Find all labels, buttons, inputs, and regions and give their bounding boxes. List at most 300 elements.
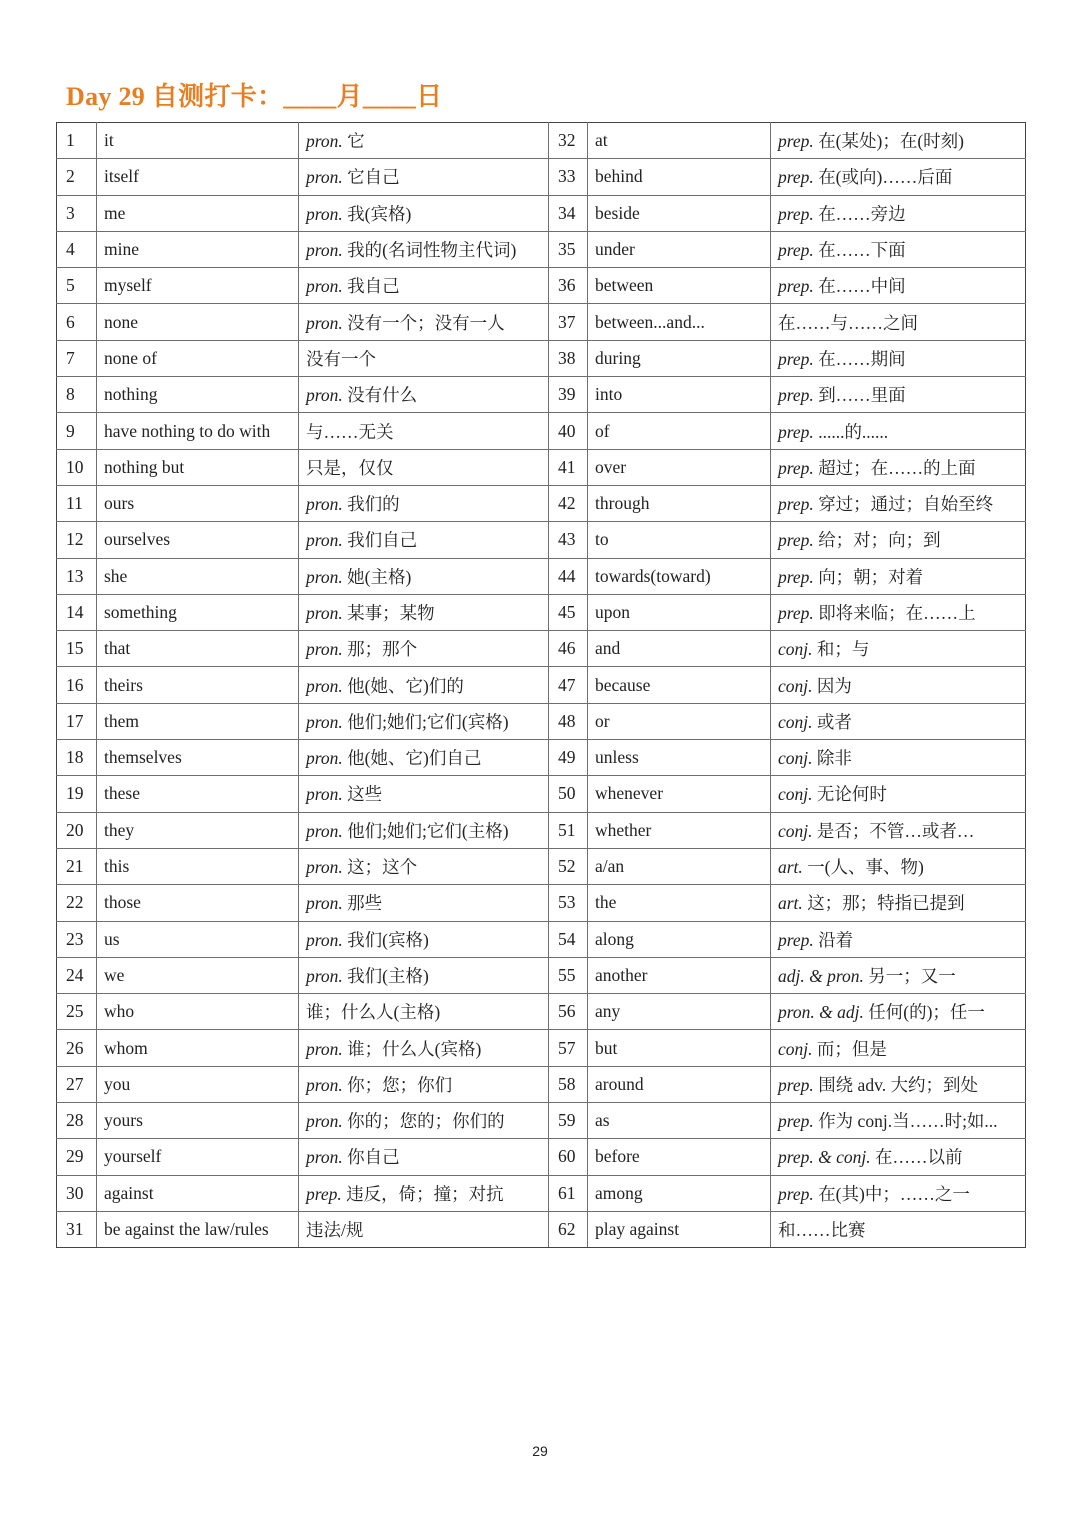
entry-word: along — [588, 921, 771, 957]
part-of-speech: conj. — [778, 820, 813, 841]
chinese-meaning: 我自己 — [347, 276, 400, 297]
chinese-meaning: 你；您；你们 — [347, 1074, 453, 1095]
entry-word: through — [588, 485, 771, 521]
part-of-speech: prep. — [778, 603, 814, 623]
table-row — [57, 994, 1026, 1030]
entry-definition — [771, 667, 1026, 703]
entry-number: 25 — [57, 994, 97, 1030]
entry-word: none of — [97, 340, 299, 376]
part-of-speech: pron. — [306, 1147, 343, 1168]
chinese-meaning: 她(主格) — [347, 566, 412, 587]
chinese-meaning: 给；对；向；到 — [818, 530, 941, 551]
part-of-speech: conj. — [778, 784, 813, 805]
entry-word: but — [588, 1030, 771, 1066]
entry-number: 33 — [549, 159, 588, 195]
chinese-meaning: 他(她、它)们的 — [347, 675, 464, 696]
part-of-speech: pron. — [306, 240, 343, 261]
table-row — [57, 1103, 1026, 1139]
chinese-meaning: 没有什么 — [347, 385, 418, 406]
chinese-meaning: 在(或向)……后面 — [818, 167, 953, 188]
chinese-meaning: 在(其)中；……之一 — [818, 1183, 970, 1204]
entry-number: 10 — [57, 449, 97, 485]
chinese-meaning: 我们(宾格) — [347, 929, 429, 950]
entry-definition — [771, 304, 1026, 340]
part-of-speech: pron. — [306, 1038, 343, 1059]
entry-definition — [771, 1175, 1026, 1211]
part-of-speech: pron. — [306, 566, 343, 587]
chinese-meaning: 和……比赛 — [778, 1220, 866, 1241]
entry-definition — [771, 594, 1026, 630]
entry-definition — [299, 377, 549, 413]
part-of-speech: prep. & conj. — [778, 1147, 871, 1168]
entry-definition — [299, 703, 549, 739]
part-of-speech: prep. — [778, 530, 814, 551]
table-row — [57, 776, 1026, 812]
entry-definition — [299, 885, 549, 921]
chinese-meaning: 你的；您的；你们的 — [347, 1111, 505, 1132]
entry-definition — [299, 1030, 549, 1066]
chinese-meaning: 在……以前 — [875, 1147, 963, 1168]
part-of-speech: pron. — [306, 1111, 343, 1132]
chinese-meaning: 除非 — [816, 748, 852, 769]
entry-word: before — [588, 1139, 771, 1175]
part-of-speech: pron. — [306, 203, 343, 224]
table-row — [57, 848, 1026, 884]
entry-definition — [299, 268, 549, 304]
entry-word: themselves — [97, 740, 299, 776]
entry-word: over — [588, 449, 771, 485]
entry-word: around — [588, 1066, 771, 1102]
vocabulary-table — [56, 122, 1026, 1248]
entry-definition — [299, 1103, 549, 1139]
table-row — [57, 558, 1026, 594]
chinese-meaning: 违反，倚；撞；对抗 — [346, 1183, 504, 1204]
entry-definition — [299, 522, 549, 558]
entry-number: 53 — [549, 885, 588, 921]
entry-word: yours — [97, 1103, 299, 1139]
table-row — [57, 667, 1026, 703]
chinese-meaning: 而；但是 — [816, 1038, 887, 1059]
entry-word: this — [97, 848, 299, 884]
entry-word: under — [588, 231, 771, 267]
entry-word: upon — [588, 594, 771, 630]
entry-number: 59 — [549, 1103, 588, 1139]
chinese-meaning: 没有一个 — [306, 348, 376, 369]
entry-word: to — [588, 522, 771, 558]
table-row — [57, 304, 1026, 340]
entry-word: none — [97, 304, 299, 340]
entry-word: you — [97, 1066, 299, 1102]
chinese-meaning: 因为 — [816, 675, 852, 696]
entry-word: ours — [97, 485, 299, 521]
part-of-speech: pron. — [306, 857, 343, 878]
entry-number: 54 — [549, 921, 588, 957]
part-of-speech: pron. — [306, 675, 343, 696]
entry-word: towards(toward) — [588, 558, 771, 594]
chinese-meaning: 它 — [347, 131, 365, 152]
chinese-meaning: 超过；在……的上面 — [818, 457, 976, 478]
table-row — [57, 1066, 1026, 1102]
entry-word: another — [588, 957, 771, 993]
entry-number: 37 — [549, 304, 588, 340]
entry-number: 29 — [57, 1139, 97, 1175]
entry-word: among — [588, 1175, 771, 1211]
chinese-meaning: 某事；某物 — [347, 603, 435, 623]
table-row — [57, 340, 1026, 376]
entry-word: they — [97, 812, 299, 848]
chinese-meaning: 我们(主格) — [347, 965, 429, 986]
chinese-meaning: 在……与……之间 — [778, 312, 918, 333]
part-of-speech: prep. — [778, 1183, 814, 1204]
part-of-speech: pron. — [306, 276, 343, 297]
chinese-meaning: 无论何时 — [816, 784, 887, 805]
entry-word: as — [588, 1103, 771, 1139]
chinese-meaning: 即将来临；在……上 — [818, 603, 976, 623]
part-of-speech: conj. — [778, 711, 813, 732]
entry-number: 34 — [549, 195, 588, 231]
entry-number: 47 — [549, 667, 588, 703]
entry-definition — [771, 377, 1026, 413]
entry-word: she — [97, 558, 299, 594]
entry-number: 44 — [549, 558, 588, 594]
entry-definition — [771, 522, 1026, 558]
entry-definition — [299, 812, 549, 848]
part-of-speech: prep. — [778, 240, 814, 261]
part-of-speech: prep. — [778, 131, 814, 152]
entry-number: 40 — [549, 413, 588, 449]
entry-number: 18 — [57, 740, 97, 776]
entry-definition — [771, 1211, 1026, 1247]
entry-word: between...and... — [588, 304, 771, 340]
entry-word: any — [588, 994, 771, 1030]
entry-definition — [299, 740, 549, 776]
chinese-meaning: 和；与 — [816, 639, 870, 660]
part-of-speech: prep. — [778, 929, 814, 950]
entry-word: we — [97, 957, 299, 993]
entry-word: who — [97, 994, 299, 1030]
table-row — [57, 195, 1026, 231]
entry-definition — [771, 123, 1026, 159]
entry-word: itself — [97, 159, 299, 195]
entry-word: at — [588, 123, 771, 159]
entry-number: 58 — [549, 1066, 588, 1102]
entry-definition — [299, 1211, 549, 1247]
entry-definition — [771, 558, 1026, 594]
entry-word: play against — [588, 1211, 771, 1247]
chinese-meaning: 在……下面 — [818, 240, 906, 261]
entry-definition — [771, 195, 1026, 231]
chinese-meaning: 那；那个 — [347, 639, 418, 660]
part-of-speech: prep. — [778, 494, 814, 515]
entry-definition — [299, 195, 549, 231]
chinese-meaning: 在(某处)；在(时刻) — [818, 131, 964, 152]
table-row — [57, 631, 1026, 667]
entry-word: myself — [97, 268, 299, 304]
entry-definition — [299, 594, 549, 630]
entry-word: nothing — [97, 377, 299, 413]
part-of-speech: pron. — [306, 820, 343, 841]
chinese-meaning: 与……无关 — [306, 421, 394, 442]
entry-definition — [299, 957, 549, 993]
chinese-meaning: 我(宾格) — [347, 203, 412, 224]
chinese-meaning: 这；这个 — [347, 857, 418, 878]
chinese-meaning: 到……里面 — [818, 385, 906, 406]
entry-definition — [299, 159, 549, 195]
entry-word: a/an — [588, 848, 771, 884]
entry-number: 28 — [57, 1103, 97, 1139]
entry-number: 30 — [57, 1175, 97, 1211]
part-of-speech: pron. — [306, 494, 343, 515]
entry-word: something — [97, 594, 299, 630]
entry-definition — [299, 449, 549, 485]
entry-definition — [771, 957, 1026, 993]
entry-number: 20 — [57, 812, 97, 848]
part-of-speech: prep. — [778, 167, 814, 188]
chinese-meaning: 没有一个；没有一人 — [347, 312, 505, 333]
table-row — [57, 123, 1026, 159]
entry-definition — [299, 340, 549, 376]
entry-word: the — [588, 885, 771, 921]
entry-number: 45 — [549, 594, 588, 630]
entry-definition — [299, 667, 549, 703]
entry-number: 17 — [57, 703, 97, 739]
chinese-meaning: 向；朝；对着 — [818, 566, 924, 587]
table-row — [57, 268, 1026, 304]
entry-number: 13 — [57, 558, 97, 594]
chinese-meaning: 只是，仅仅 — [306, 457, 394, 478]
entry-number: 41 — [549, 449, 588, 485]
entry-number: 43 — [549, 522, 588, 558]
chinese-meaning: 穿过；通过；自始至终 — [818, 494, 994, 515]
entry-number: 24 — [57, 957, 97, 993]
entry-number: 60 — [549, 1139, 588, 1175]
entry-number: 12 — [57, 522, 97, 558]
part-of-speech: pron. — [306, 312, 343, 333]
entry-definition — [771, 268, 1026, 304]
entry-definition — [299, 304, 549, 340]
entry-word: whom — [97, 1030, 299, 1066]
chinese-meaning: 他们;她们;它们(主格) — [347, 820, 509, 841]
chinese-meaning: 他们;她们;它们(宾格) — [347, 711, 509, 732]
entry-definition — [771, 449, 1026, 485]
entry-definition — [771, 413, 1026, 449]
entry-definition — [771, 159, 1026, 195]
entry-word: nothing but — [97, 449, 299, 485]
entry-definition — [299, 1139, 549, 1175]
entry-number: 9 — [57, 413, 97, 449]
entry-definition — [771, 1066, 1026, 1102]
chinese-meaning: 作为 conj.当……时;如... — [818, 1111, 998, 1132]
part-of-speech: prep. — [778, 348, 814, 369]
entry-number: 27 — [57, 1066, 97, 1102]
entry-word: that — [97, 631, 299, 667]
entry-number: 11 — [57, 485, 97, 521]
entry-number: 36 — [549, 268, 588, 304]
entry-word: unless — [588, 740, 771, 776]
part-of-speech: prep. — [778, 1111, 814, 1132]
entry-definition — [771, 848, 1026, 884]
entry-definition — [771, 776, 1026, 812]
entry-definition — [771, 885, 1026, 921]
part-of-speech: pron. — [306, 167, 343, 188]
entry-number: 31 — [57, 1211, 97, 1247]
entry-definition — [771, 812, 1026, 848]
entry-definition — [299, 1175, 549, 1211]
part-of-speech: prep. — [778, 457, 814, 478]
entry-word: mine — [97, 231, 299, 267]
entry-word: against — [97, 1175, 299, 1211]
part-of-speech: pron. — [306, 711, 343, 732]
chinese-meaning: 你自己 — [347, 1147, 400, 1168]
entry-definition — [299, 413, 549, 449]
entry-definition — [299, 631, 549, 667]
chinese-meaning: 是否；不管…或者… — [816, 820, 975, 841]
entry-word: those — [97, 885, 299, 921]
table-row — [57, 377, 1026, 413]
part-of-speech: pron. — [306, 131, 343, 152]
entry-number: 7 — [57, 340, 97, 376]
page-title: Day 29 自测打卡：____月____日 — [66, 82, 443, 111]
part-of-speech: art. — [778, 893, 803, 914]
entry-definition — [299, 776, 549, 812]
entry-word: because — [588, 667, 771, 703]
chinese-meaning: 我的(名词性物主代词) — [347, 240, 517, 261]
entry-definition — [299, 123, 549, 159]
entry-number: 62 — [549, 1211, 588, 1247]
table-row — [57, 957, 1026, 993]
table-row — [57, 885, 1026, 921]
entry-word: behind — [588, 159, 771, 195]
table-row — [57, 449, 1026, 485]
entry-number: 42 — [549, 485, 588, 521]
entry-definition — [771, 1030, 1026, 1066]
entry-number: 1 — [57, 123, 97, 159]
chinese-meaning: 他(她、它)们自己 — [347, 748, 482, 769]
entry-number: 35 — [549, 231, 588, 267]
part-of-speech: prep. — [778, 203, 814, 224]
entry-definition — [771, 485, 1026, 521]
entry-number: 56 — [549, 994, 588, 1030]
entry-definition — [771, 631, 1026, 667]
table-row — [57, 812, 1026, 848]
entry-word: into — [588, 377, 771, 413]
table-row — [57, 1139, 1026, 1175]
entry-definition — [299, 1066, 549, 1102]
table-row — [57, 413, 1026, 449]
part-of-speech: pron. — [306, 748, 343, 769]
entry-number: 39 — [549, 377, 588, 413]
entry-word: ourselves — [97, 522, 299, 558]
entry-number: 52 — [549, 848, 588, 884]
entry-number: 48 — [549, 703, 588, 739]
chinese-meaning: 这些 — [347, 784, 383, 805]
chinese-meaning: 在……期间 — [818, 348, 906, 369]
chinese-meaning: 任何(的)；任一 — [868, 1002, 985, 1023]
entry-number: 15 — [57, 631, 97, 667]
entry-word: be against the law/rules — [97, 1211, 299, 1247]
entry-definition — [771, 921, 1026, 957]
entry-definition — [299, 921, 549, 957]
part-of-speech: pron. — [306, 965, 343, 986]
entry-number: 3 — [57, 195, 97, 231]
entry-number: 26 — [57, 1030, 97, 1066]
part-of-speech: pron. — [306, 530, 343, 551]
entry-number: 22 — [57, 885, 97, 921]
chinese-meaning: ......的...... — [818, 421, 889, 442]
entry-word: have nothing to do with — [97, 413, 299, 449]
table-row — [57, 159, 1026, 195]
entry-number: 55 — [549, 957, 588, 993]
entry-definition — [771, 231, 1026, 267]
part-of-speech: prep. — [778, 385, 814, 406]
entry-definition — [771, 994, 1026, 1030]
chinese-meaning: 围绕 adv. 大约；到处 — [818, 1074, 978, 1095]
entry-definition — [299, 231, 549, 267]
entry-definition — [771, 1139, 1026, 1175]
table-row — [57, 1030, 1026, 1066]
table-row — [57, 1211, 1026, 1247]
part-of-speech: prep. — [778, 566, 814, 587]
table-row — [57, 522, 1026, 558]
chinese-meaning: 在……旁边 — [818, 203, 906, 224]
entry-definition — [299, 558, 549, 594]
part-of-speech: conj. — [778, 639, 813, 660]
chinese-meaning: 那些 — [347, 893, 383, 914]
entry-word: whether — [588, 812, 771, 848]
entry-number: 2 — [57, 159, 97, 195]
vocabulary-table-body — [57, 123, 1026, 1248]
part-of-speech: art. — [778, 857, 803, 878]
entry-number: 19 — [57, 776, 97, 812]
entry-word: of — [588, 413, 771, 449]
entry-word: whenever — [588, 776, 771, 812]
part-of-speech: pron. — [306, 1074, 343, 1095]
part-of-speech: prep. — [778, 1074, 814, 1095]
entry-word: yourself — [97, 1139, 299, 1175]
table-row — [57, 231, 1026, 267]
entry-number: 21 — [57, 848, 97, 884]
entry-definition — [771, 703, 1026, 739]
entry-number: 4 — [57, 231, 97, 267]
entry-word: these — [97, 776, 299, 812]
entry-number: 57 — [549, 1030, 588, 1066]
table-row — [57, 594, 1026, 630]
entry-number: 46 — [549, 631, 588, 667]
entry-word: and — [588, 631, 771, 667]
entry-number: 23 — [57, 921, 97, 957]
chinese-meaning: 我们自己 — [347, 530, 418, 551]
entry-definition — [299, 485, 549, 521]
chinese-meaning: 谁；什么人(主格) — [306, 1002, 441, 1023]
entry-word: me — [97, 195, 299, 231]
chinese-meaning: 在……中间 — [818, 276, 906, 297]
entry-word: beside — [588, 195, 771, 231]
part-of-speech: adj. & pron. — [778, 965, 864, 986]
part-of-speech: prep. — [306, 1183, 342, 1204]
table-row — [57, 740, 1026, 776]
part-of-speech: pron. — [306, 639, 343, 660]
entry-word: them — [97, 703, 299, 739]
chinese-meaning: 沿着 — [818, 929, 854, 950]
chinese-meaning: 这；那；特指已提到 — [807, 893, 965, 914]
chinese-meaning: 谁；什么人(宾格) — [347, 1038, 482, 1059]
entry-word: us — [97, 921, 299, 957]
part-of-speech: prep. — [778, 276, 814, 297]
entry-number: 6 — [57, 304, 97, 340]
table-row — [57, 485, 1026, 521]
entry-definition — [299, 994, 549, 1030]
chinese-meaning: 另一；又一 — [868, 965, 956, 986]
